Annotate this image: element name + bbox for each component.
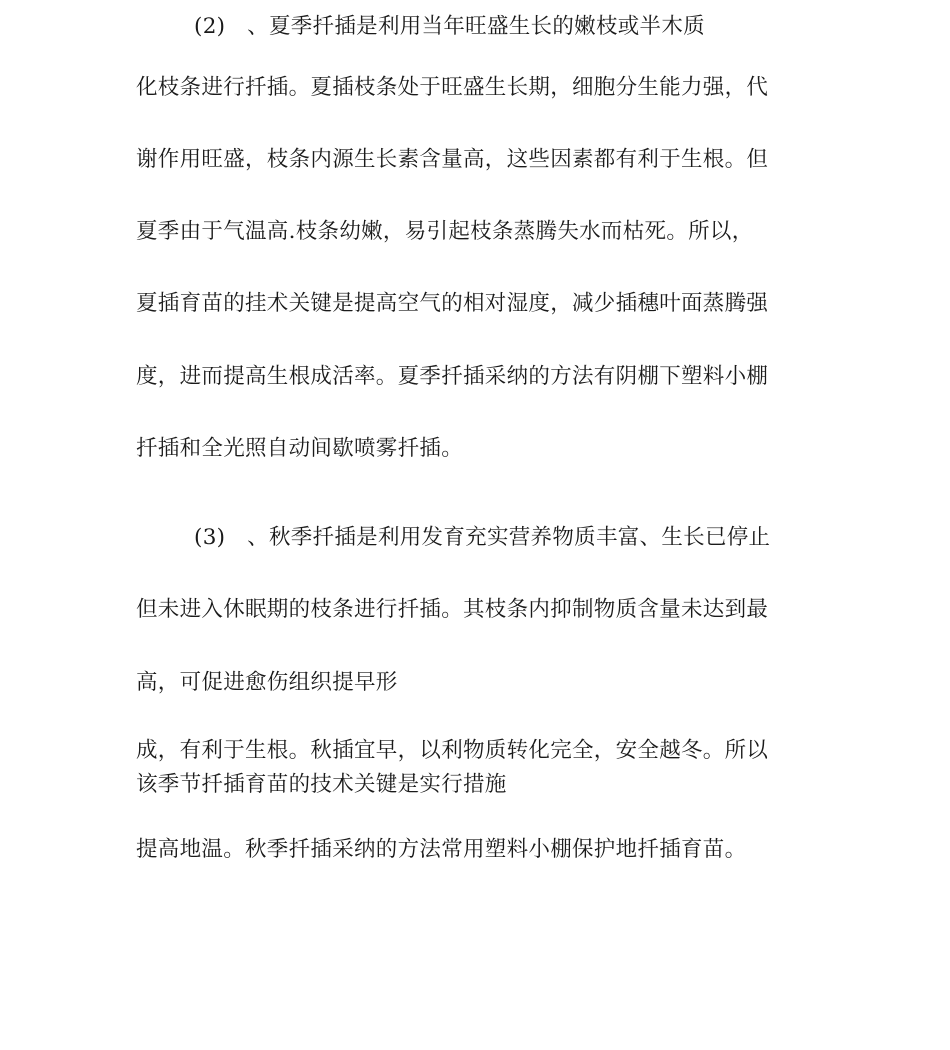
text-line: 夏季由于气温高.枝条幼嫩，易引起枝条蒸腾失水而枯死。所以， xyxy=(136,219,754,244)
text-line: 度，进而提高生根成活率。夏季扦插采纳的方法有阴棚下塑料小棚 xyxy=(136,364,769,389)
text-line: 化枝条进行扦插。夏插枝条处于旺盛生长期，细胞分生能力强，代 xyxy=(136,75,769,100)
text-line: 扦插和全光照自动间歇喷雾扦插。 xyxy=(136,436,464,461)
text-line: (3) 、秋季扦插是利用发育充实营养物质丰富、生长已停止 xyxy=(194,525,771,550)
text-line: 该季节扦插育苗的技术关键是实行措施 xyxy=(136,772,507,797)
text-line: 高，可促进愈伤组织提早形 xyxy=(136,670,398,695)
text-line: 但未进入休眠期的枝条进行扦插。其枝条内抑制物质含量未达到最 xyxy=(136,597,769,622)
text-line: 成，有利于生根。秋插宜早，以利物质转化完全，安全越冬。所以 xyxy=(136,738,769,763)
text-line: (2) 、夏季扦插是利用当年旺盛生长的嫩枝或半木质 xyxy=(194,14,705,39)
text-line: 夏插育苗的挂术关键是提高空气的相对湿度，减少插穗叶面蒸腾强 xyxy=(136,291,769,316)
text-line: 谢作用旺盛，枝条内源生长素含量高，这些因素都有利于生根。但 xyxy=(136,147,769,172)
text-line: 提高地温。秋季扦插采纳的方法常用塑料小棚保护地扦插育苗。 xyxy=(136,837,747,862)
